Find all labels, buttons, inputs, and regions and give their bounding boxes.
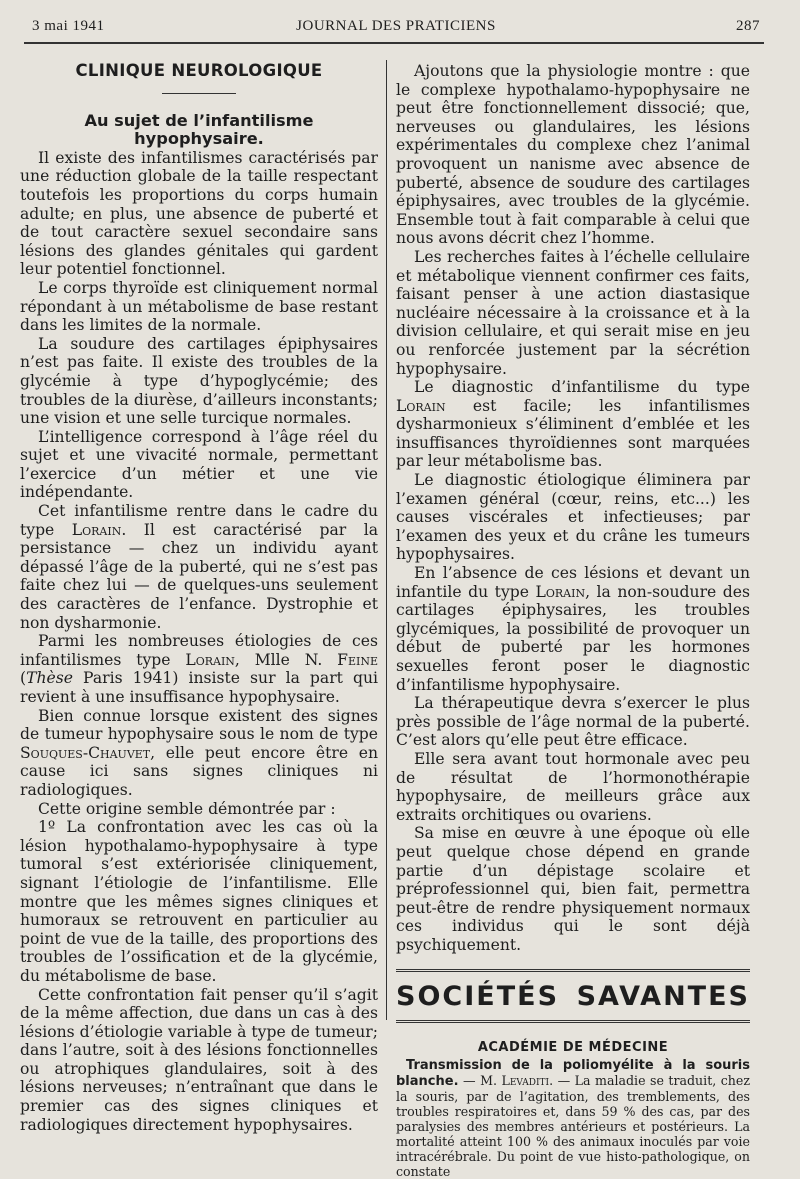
paragraph: La thérapeutique devra s’exercer le plus près possible de l’âge normal de la puberté. C’est alors qu’elle peut être efficace. xyxy=(396,694,750,750)
issue-date: 3 mai 1941 xyxy=(32,18,105,34)
paragraph: Il existe des infantilismes caractérisés par une réduction globale de la taille respectant toutefois les proportions du corps humain adulte; en plus, une absence de puberté et de tout caractère sexuel secondaire sans lésions des glandes génitales qui gardent leur potentiel fonctionnel. xyxy=(20,148,378,279)
paragraph: 1º La confrontation avec les cas où la lésion hypothalamo-hypophysaire à type tumoral s’est extériorisée cliniquement, signant l’étiologie de l’infantilisme. Elle montre que les mêmes signes cliniques et humoraux se retrouvent en particulier au point de vue de la taille, des proportions des troubles de l’ossification et de la glycémie, du métabolisme de base. xyxy=(20,818,378,985)
section-rule xyxy=(162,93,236,94)
paragraph: Parmi les nombreuses étiologies de ces infantilismes type Lorain, Mlle N. Feine (Thèse Paris 1941) insiste sur la part qui revient à une insuffisance hypophysaire. xyxy=(20,632,378,706)
article-title: Au sujet de l’infantilisme hypophysaire. xyxy=(84,110,314,149)
paragraph: Les recherches faites à l’échelle cellulaire et métabolique viennent confirmer ces faits, faisant penser à une action diastasique nucléaire nécessaire à la croissance et à la division cellulaire, et qui serait mise en jeu ou renforcée justement par la sécrétion hypophysaire. xyxy=(396,247,750,378)
paragraph: L’intelligence correspond à l’âge réel du sujet et une vivacité normale, permettant l’exercice d’un métier et une vie indépendante. xyxy=(20,427,378,502)
paragraph: Transmission de la poliomyélite à la souris blanche. — M. Levaditi. — La maladie se traduit, chez la souris, par de l’agitation, des tremblements, des troubles respiratoires et, dans 59 % des cas, par des paralysies des membres antérieurs et postérieurs. La mortalité atteint 100 % des animaux inoculés par voie intracérébrale. Du point de vue histo-pathologique, on constate xyxy=(396,1058,750,1179)
paragraph: Le diagnostic étiologique éliminera par l’examen général (cœur, reins, etc...) les causes viscérales et infectieuses; par l’examen des yeux et du crâne les tumeurs hypophysaires. xyxy=(396,471,750,564)
section-divider xyxy=(396,969,750,972)
journal-name: JOURNAL DES PRATICIENS xyxy=(296,18,496,34)
column-divider xyxy=(386,60,387,1020)
paragraph: Ajoutons que la physiologie montre : que le complexe hypothalamo-hypophysaire ne peut être fonctionnellement dissocié; que, nerveuses ou glandulaires, les lésions expérimentales du complexe chez l’animal provoquent un nanisme avec absence de puberté, absence de soudure des cartilages épiphysaires, avec troubles de la glycémie. Ensemble tout à fait comparable à celui que nous avons décrit chez l’homme. xyxy=(396,62,750,248)
section-divider xyxy=(396,1020,750,1023)
paragraph: Le corps thyroïde est cliniquement normal répondant à un métabolisme de base restant dans les limites de la normale. xyxy=(20,278,378,335)
page-header xyxy=(32,18,760,40)
paragraph: La soudure des cartilages épiphysaires n’est pas faite. Il existe des troubles de la glycémie à type d’hypoglycémie; des troubles de la diurèse, d’ailleurs inconstants; une vision et une selle turcique normales. xyxy=(20,334,378,428)
author-name: Lorain xyxy=(71,520,122,539)
paragraph: En l’absence de ces lésions et devant un infantile du type Lorain, la non-soudure des cartilages épiphysaires, les troubles glycémiques, la possibilité de provoquer un début de puberté par les hormones sexuelles feront poser le diagnostic d’infantilisme hypophysaire. xyxy=(396,564,750,694)
paragraph: Sa mise en œuvre à une époque où elle peut quelque chose dépend en grande partie d’un dépistage scolaire et préprofessionnel qui, bien fait, permettra peut-être de rendre physiquement normaux ces individus qui le sont déjà psychiquement. xyxy=(396,824,750,954)
author-name: Lorain xyxy=(396,396,446,415)
author-name: Lorain xyxy=(535,582,586,601)
paragraph: Cet infantilisme rentre dans le cadre du type Lorain. Il est caractérisé par la persistance — chez un individu ayant dépassé l’âge de la puberté, qui ne s’est pas faite chez lui — de quelques-uns seulement des caractères de l’enfance. Dystrophie et non dysharmonie. xyxy=(20,502,378,632)
page-number: 287 xyxy=(736,18,760,34)
paragraph: Le diagnostic d’infantilisme du type Lorain est facile; les infantilismes dysharmonieux s’éliminent d’emblée et les insuffisances thyroïdiennes sont marquées par leur métabolisme bas. xyxy=(396,378,750,471)
academie-heading: ACADÉMIE DE MÉDECINE xyxy=(477,1039,669,1055)
header-rule xyxy=(24,42,764,44)
paragraph: Cette confrontation fait penser qu’il s’agit de la même affection, due dans un cas à des lésions d’étiologie variable à type de tumeur; dans l’autre, soit à des lésions fonctionnelles ou atrophiques glandulaires, soit à des lésions nerveuses; n’entraînant que dans le premier cas des signes cliniques et radiologiques directement hypophysaires. xyxy=(20,985,378,1134)
left-column xyxy=(20,62,378,1134)
societes-heading: SOCIÉTÉS SAVANTES xyxy=(396,980,750,1012)
author-name: Feine xyxy=(337,650,378,669)
author-name: Souques-Chauvet xyxy=(20,743,151,762)
author-name: Levaditi xyxy=(501,1073,550,1089)
paragraph: Bien connue lorsque existent des signes de tumeur hypophysaire sous le nom de type Souques-Chauvet, elle peut encore être en cause ici sans signes cliniques ni radiologiques. xyxy=(20,706,378,799)
communication-title: Transmission de la poliomyélite à la souris blanche. xyxy=(396,1058,750,1090)
section-heading: CLINIQUE NEUROLOGIQUE xyxy=(75,61,323,80)
paragraph: Elle sera avant tout hormonale avec peu de résultat de l’hormonothérapie hypophysaire, de meilleurs grâce aux extraits orchitiques ou ovariens. xyxy=(396,749,750,824)
author-name: Lorain xyxy=(185,650,235,669)
paragraph: Cette origine semble démontrée par : xyxy=(38,799,336,818)
communication xyxy=(396,1057,750,1179)
right-column xyxy=(396,62,750,1179)
